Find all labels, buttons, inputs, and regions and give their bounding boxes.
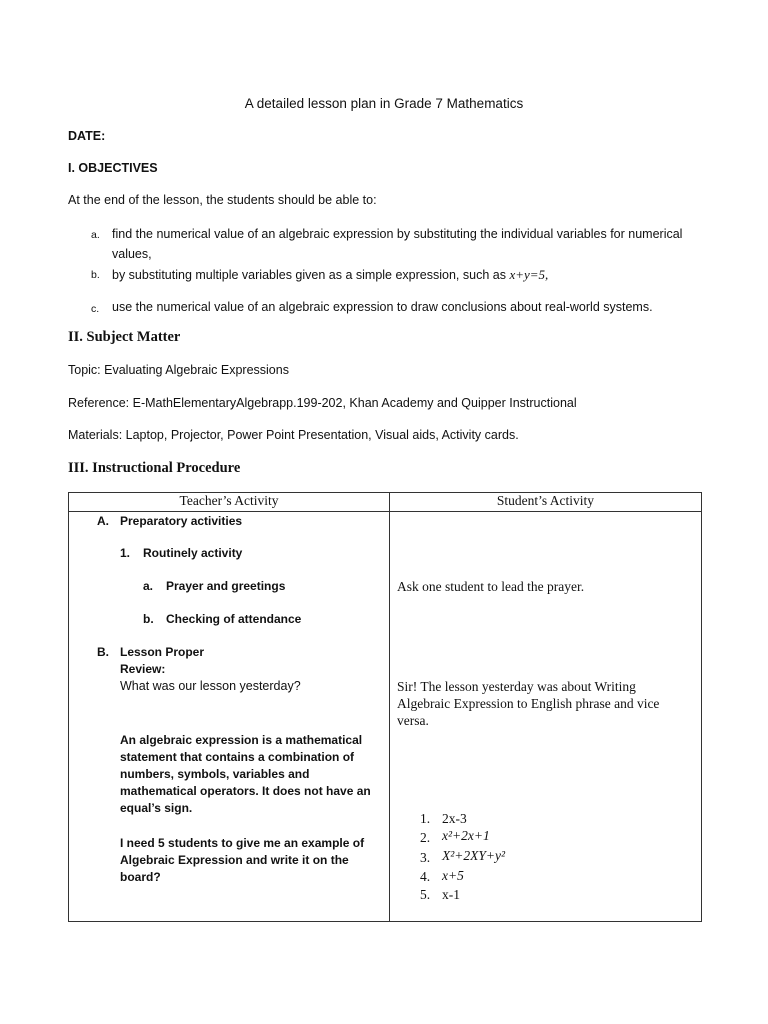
example-3-expression: X²+2XY+y² — [442, 848, 506, 863]
objective-c-letter: c. — [91, 303, 100, 315]
student-activity-cell — [390, 512, 702, 922]
example-4-number: 4. — [420, 869, 431, 884]
example-1-number: 1. — [420, 811, 431, 826]
materials-line: Materials: Laptop, Projector, Power Point Presentation, Visual aids, Activity cards. — [68, 428, 519, 442]
procedure-heading: III. Instructional Procedure — [68, 460, 241, 476]
definition-line-5: equal’s sign. — [120, 801, 193, 815]
objective-b-math: x+y=5, — [509, 267, 549, 282]
section-b-letter: B. — [97, 645, 109, 659]
example-3-number: 3. — [420, 850, 431, 865]
attendance-label: Checking of attendance — [166, 612, 302, 626]
example-2-number: 2. — [420, 830, 431, 845]
routine-number: 1. — [120, 546, 131, 560]
request-line-2: Algebraic Expression and write it on the — [120, 853, 349, 867]
definition-line-1: An algebraic expression is a mathematical — [120, 733, 363, 747]
teacher-activity-cell — [69, 512, 390, 922]
section-a-label: Preparatory activities — [120, 514, 243, 528]
procedure-table — [68, 492, 702, 922]
review-question: What was our lesson yesterday? — [120, 679, 301, 693]
answer-line-1: Sir! The lesson yesterday was about Writing — [397, 679, 636, 694]
objectives-intro: At the end of the lesson, the students should be able to: — [68, 193, 377, 207]
definition-line-4: mathematical operators. It does not have an — [120, 784, 371, 798]
prayer-response: Ask one student to lead the prayer. — [397, 579, 585, 594]
subject-matter-heading: II. Subject Matter — [68, 329, 181, 345]
routine-label: Routinely activity — [143, 546, 243, 560]
table-body-row — [69, 512, 702, 922]
objective-c-text: use the numerical value of an algebraic expression to draw conclusions about real-world systems. — [112, 300, 653, 314]
example-2-expression: x²+2x+1 — [442, 828, 490, 843]
example-5-number: 5. — [420, 887, 431, 902]
definition-line-3: numbers, symbols, variables and — [120, 767, 310, 781]
objective-a-letter: a. — [91, 229, 100, 241]
example-5-expression: x-1 — [442, 887, 460, 902]
request-line-3: board? — [120, 870, 161, 884]
student-cell-content — [390, 512, 701, 921]
objectives-heading: I. OBJECTIVES — [68, 161, 158, 175]
prayer-letter: a. — [143, 579, 154, 593]
answer-line-2: Algebraic Expression to English phrase and vice — [397, 696, 660, 711]
example-1-expression: 2x-3 — [442, 811, 467, 826]
student-activity-header: Student’s Activity — [390, 493, 702, 512]
table-header-row — [69, 493, 702, 512]
attendance-letter: b. — [143, 612, 154, 626]
objective-b-label: by substituting multiple variables given as a simple expression, such as — [112, 268, 506, 282]
teacher-activity-header: Teacher’s Activity — [69, 493, 390, 512]
answer-line-3: versa. — [397, 713, 429, 728]
reference-line: Reference: E-MathElementaryAlgebrapp.199-202, Khan Academy and Quipper Instructional — [68, 396, 577, 410]
review-label: Review: — [120, 662, 166, 676]
document-title: A detailed lesson plan in Grade 7 Mathematics — [244, 96, 524, 111]
section-b-label: Lesson Proper — [120, 645, 205, 659]
objective-a-continuation: values, — [112, 247, 152, 261]
topic-line: Topic: Evaluating Algebraic Expressions — [68, 363, 289, 377]
section-a-letter: A. — [97, 514, 109, 528]
definition-line-2: statement that contains a combination of — [120, 750, 355, 764]
request-line-1: I need 5 students to give me an example of — [120, 836, 365, 850]
objective-b-letter: b. — [91, 269, 100, 281]
objective-a-text: find the numerical value of an algebraic expression by substituting the individual variables for numerical — [112, 227, 683, 241]
objective-b-text — [112, 264, 548, 286]
example-4-expression: x+5 — [442, 868, 464, 883]
date-label: DATE: — [68, 129, 106, 143]
teacher-cell-content — [69, 512, 389, 921]
prayer-label: Prayer and greetings — [166, 579, 286, 593]
